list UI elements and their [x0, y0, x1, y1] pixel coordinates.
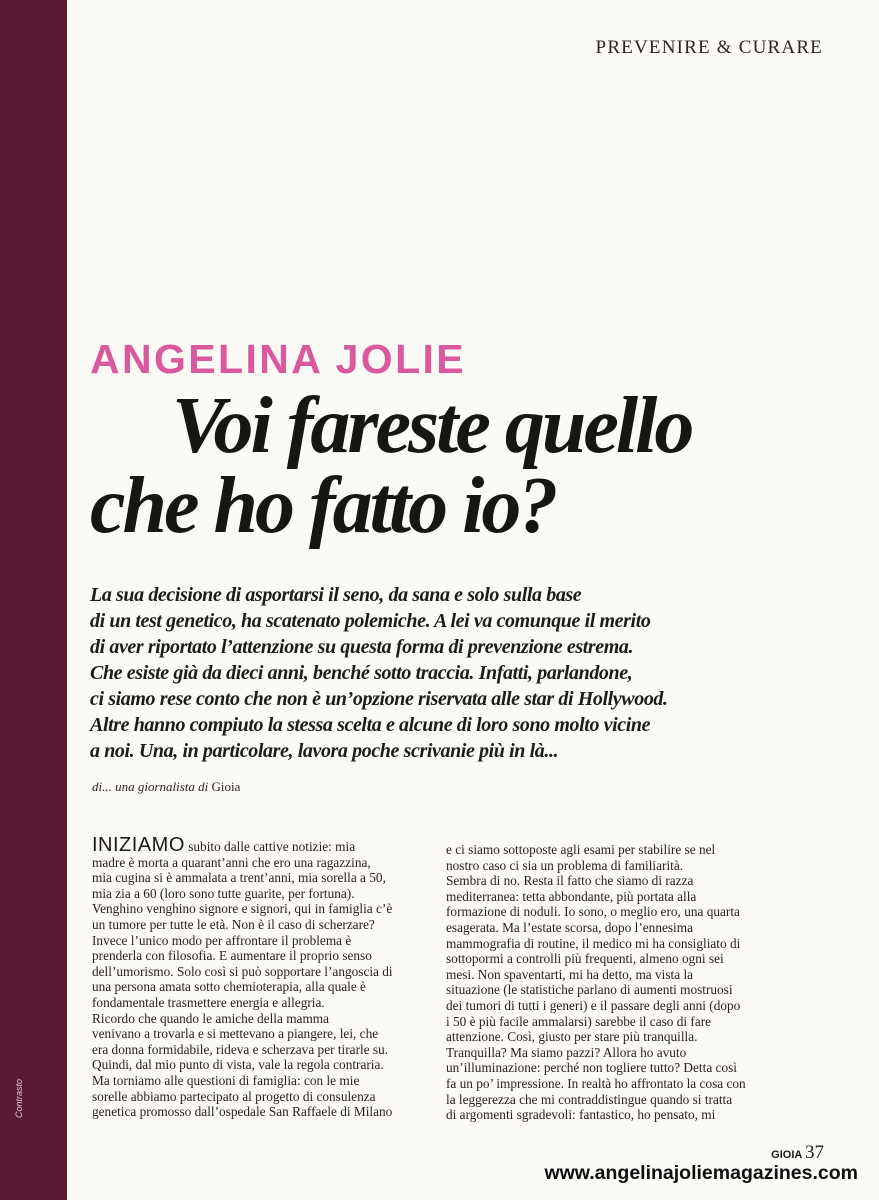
body-line: era donna formidabile, rideva e scherzava per tirarle su.: [92, 1041, 389, 1057]
body-line: Ma torniamo alle questioni di famiglia: con le mie: [92, 1072, 360, 1088]
section-label: PREVENIRE & CURARE: [595, 37, 823, 58]
body-column-left: [92, 834, 438, 1120]
article-kicker: ANGELINA JOLIE: [90, 336, 467, 382]
article-standfirst: [90, 582, 850, 764]
standfirst-line: ci siamo rese conto che non è un’opzione riservata alle star di Hollywood.: [90, 688, 668, 710]
standfirst-line: La sua decisione di asportarsi il seno, da sana e solo sulla base: [90, 584, 582, 606]
body-line: mia zia a 60 (loro sono tutte guarite, per fortuna).: [92, 885, 355, 901]
body-line: mesi. Non spaventarti, mi ha detto, ma vista la: [446, 966, 694, 982]
body-line: una persona amata sotto chemioterapia, alla quale è: [92, 979, 366, 995]
body-line: formazione di noduli. Io sono, o meglio ero, una quarta: [446, 904, 740, 920]
standfirst-line: Che esiste già da dieci anni, benché sotto traccia. Infatti, parlandone,: [90, 662, 633, 684]
body-line: attenzione. Così, giusto per stare più tranquilla.: [446, 1029, 698, 1045]
byline-magazine: Gioia: [211, 779, 241, 794]
body-line: dell’umorismo. Solo così si può sopportare l’angoscia di: [92, 963, 393, 979]
body-first-line: [92, 834, 438, 856]
standfirst-line: di un test genetico, ha scatenato polemiche. A lei va comunque il merito: [90, 610, 651, 632]
article-headline: [90, 382, 860, 550]
body-line: mammografia di routine, il medico mi ha consigliato di: [446, 935, 741, 951]
standfirst-line: Altre hanno compiuto la stessa scelta e alcune di loro sono molto vicine: [90, 714, 651, 736]
byline: [92, 779, 240, 795]
body-line: sottopormi a controlli più frequenti, almeno ogni sei: [446, 951, 724, 967]
body-line: prenderla con filosofia. E aumentare il proprio senso: [92, 948, 372, 964]
body-line: di argomenti sgradevoli: fantastico, ho pensato, mi: [446, 1107, 716, 1123]
body-line: venivano a trovarla e si mettevano a piangere, lei, che: [92, 1026, 379, 1042]
body-line: e ci siamo sottoposte agli esami per stabilire se nel: [446, 842, 716, 857]
headline-line: che ho fatto io?: [90, 462, 556, 550]
body-line: la leggerezza che mi contraddistingue quando si tratta: [446, 1091, 733, 1107]
body-line: Quindi, dal mio punto di vista, vale la regola contraria.: [92, 1057, 384, 1073]
standfirst-line: di aver riportato l’attenzione su questa forma di prevenzione estrema.: [90, 636, 634, 658]
body-line: fa un po’ impressione. In realtà ho affrontato la cosa con: [446, 1075, 746, 1091]
photo-credit: Contrasto: [14, 1078, 24, 1118]
body-line: madre è morta a quarant’anni che ero una ragazzina,: [92, 854, 371, 870]
body-line: genetica promosso dall’ospedale San Raffaele di Milano: [92, 1104, 393, 1120]
body-line: mia cugina si è ammalata a trent’anni, mia sorella a 50,: [92, 870, 386, 886]
body-line: sorelle abbiamo partecipato al progetto di consulenza: [92, 1088, 376, 1104]
body-line: dei tumori di tutti i generi) e il passare degli anni (dopo: [446, 997, 741, 1013]
website-watermark: www.angelinajoliemagazines.com: [544, 1162, 858, 1184]
body-line: i 50 è più facile ammalarsi) sarebbe il caso di fare: [446, 1013, 712, 1029]
page-number: 37: [805, 1142, 824, 1163]
body-line: Ricordo che quando le amiche della mamma: [92, 1010, 330, 1026]
body-line: situazione (le statistiche parlano di aumenti mostruosi: [446, 982, 733, 998]
body-line: Tranquilla? Ma siamo pazzi? Allora ho avuto: [446, 1044, 687, 1060]
body-column-right: [446, 842, 792, 1123]
side-color-bar: [0, 0, 67, 1200]
body-line: Invece l’unico modo per affrontare il problema è: [92, 932, 352, 948]
body-line: nostro caso ci sia un problema di familiarità.: [446, 857, 684, 873]
standfirst-line: a noi. Una, in particolare, lavora poche scrivanie più in là...: [90, 740, 559, 762]
headline-line: Voi fareste quello: [172, 382, 692, 470]
page-folio: [771, 1142, 824, 1164]
body-line: subito dalle cattive notizie: mia: [188, 839, 356, 854]
body-line: Sembra di no. Resta il fatto che siamo di razza: [446, 873, 694, 889]
byline-prefix: di... una giornalista di: [92, 779, 209, 794]
body-line: Venghino venghino signore e signori, qui in famiglia c’è: [92, 901, 393, 917]
folio-magazine: GIOIA: [771, 1149, 802, 1161]
drop-word: INIZIAMO: [92, 834, 185, 856]
body-line: esagerata. Ma l’estate scorsa, dopo l’ennesima: [446, 919, 693, 935]
body-line: fondamentale trasmettere energia e allegria.: [92, 994, 325, 1010]
body-line: mediterranea: tetta abbondante, più portata alla: [446, 888, 697, 904]
body-line: un tumore per tutte le età. Non è il caso di scherzare?: [92, 916, 375, 932]
body-line: un’illuminazione: perché non togliere tutto? Detta così: [446, 1060, 737, 1076]
